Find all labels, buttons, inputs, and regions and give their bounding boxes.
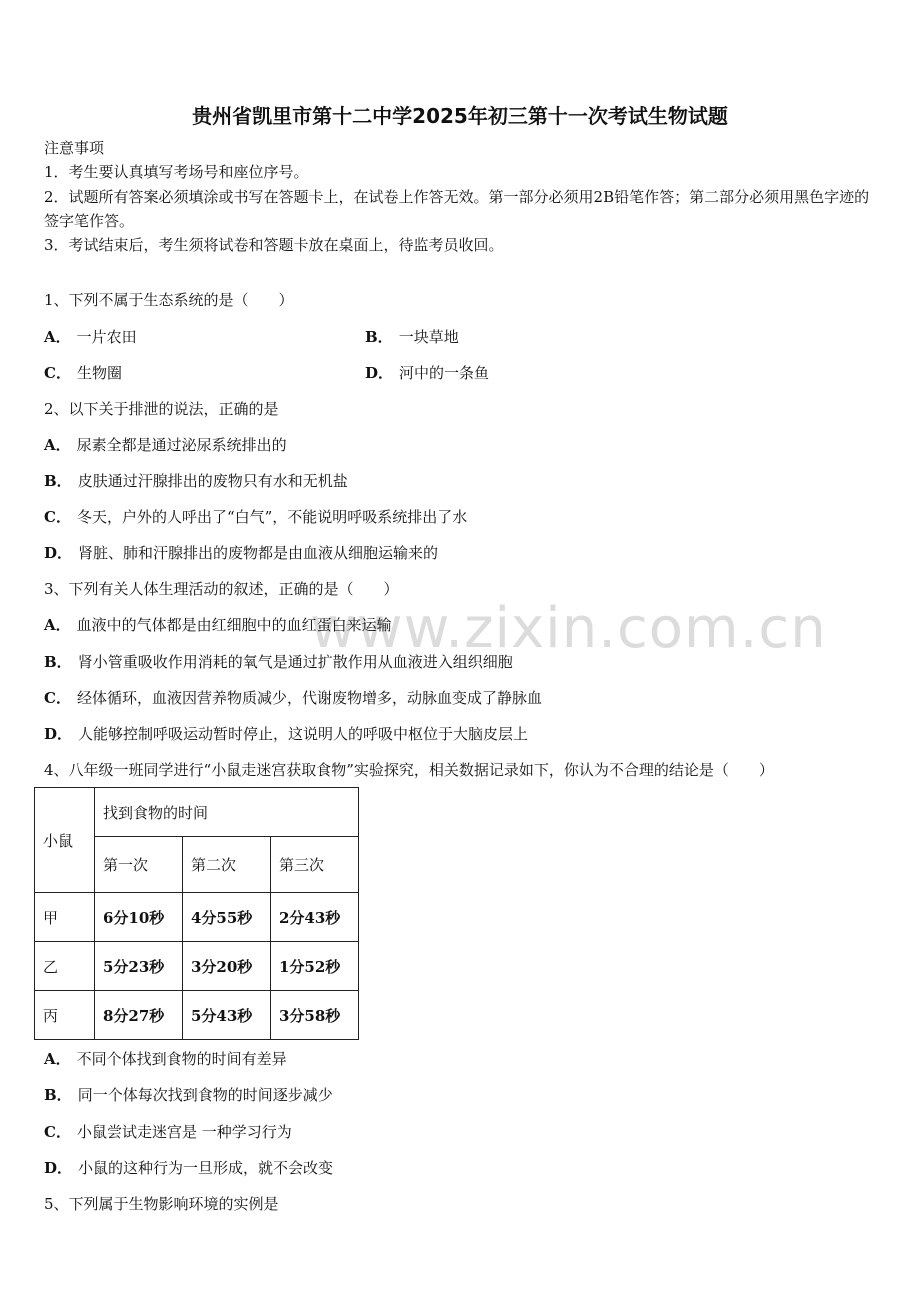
question-2-option-c: C． 冬天，户外的人呼出了“白气”，不能说明呼吸系统排出了水 bbox=[44, 508, 468, 526]
notice-item-3: 3．考试结束后，考生须将试卷和答题卡放在桌面上，待监考员收回。 bbox=[44, 236, 504, 254]
data-table bbox=[34, 787, 359, 1040]
table-row bbox=[35, 942, 359, 991]
question-4-option-a: A． 不同个体找到食物的时间有差异 bbox=[44, 1050, 287, 1068]
question-4-option-c: C． 小鼠尝试走迷宫是 一种学习行为 bbox=[44, 1123, 292, 1141]
page-title: 贵州省凯里市第十二中学2025年初三第十一次考试生物试题 bbox=[192, 104, 728, 128]
question-2-stem: 2、以下关于排泄的说法，正确的是 bbox=[44, 400, 279, 418]
question-3-stem: 3、下列有关人体生理活动的叙述，正确的是（ ） bbox=[44, 580, 399, 598]
table-cell: 5分23秒 bbox=[95, 942, 183, 991]
question-1-option-d: D． 河中的一条鱼 bbox=[365, 364, 490, 382]
table-column-header: 第三次 bbox=[271, 837, 359, 893]
question-3-option-d: D． 人能够控制呼吸运动暂时停止，这说明人的呼吸中枢位于大脑皮层上 bbox=[44, 725, 529, 743]
table-cell: 4分55秒 bbox=[183, 893, 271, 942]
table-row bbox=[35, 893, 359, 942]
table-cell-name: 乙 bbox=[35, 942, 95, 991]
table-cell: 8分27秒 bbox=[95, 991, 183, 1040]
question-2-option-d: D． 肾脏、肺和汗腺排出的废物都是由血液从细胞运输来的 bbox=[44, 544, 439, 562]
question-1-option-c: C． 生物圈 bbox=[44, 364, 122, 382]
table-cell: 5分43秒 bbox=[183, 991, 271, 1040]
question-3-option-c: C． 经体循环，血液因营养物质减少，代谢废物增多，动脉血变成了静脉血 bbox=[44, 689, 542, 707]
question-1-option-a: A． 一片农田 bbox=[44, 328, 137, 346]
table-group-header: 找到食物的时间 bbox=[95, 788, 359, 837]
table-cell: 1分52秒 bbox=[271, 942, 359, 991]
question-3-option-b: B． 肾小管重吸收作用消耗的氧气是通过扩散作用从血液进入组织细胞 bbox=[44, 653, 513, 671]
question-2-option-a: A． 尿素全都是通过泌尿系统排出的 bbox=[44, 436, 287, 454]
table-column-header: 第二次 bbox=[183, 837, 271, 893]
notice-item-1: 1．考生要认真填写考场号和座位序号。 bbox=[44, 163, 309, 181]
notice-heading: 注意事项 bbox=[44, 139, 105, 157]
table-row-header: 小鼠 bbox=[35, 788, 95, 893]
table-cell-name: 丙 bbox=[35, 991, 95, 1040]
question-5-stem: 5、下列属于生物影响环境的实例是 bbox=[44, 1195, 279, 1213]
question-2-option-b: B． 皮肤通过汗腺排出的废物只有水和无机盐 bbox=[44, 472, 348, 490]
table-cell: 2分43秒 bbox=[271, 893, 359, 942]
table-cell: 6分10秒 bbox=[95, 893, 183, 942]
question-1-option-b: B． 一块草地 bbox=[365, 328, 459, 346]
table-row bbox=[35, 991, 359, 1040]
table-cell: 3分58秒 bbox=[271, 991, 359, 1040]
question-4-option-b: B． 同一个体每次找到食物的时间逐步减少 bbox=[44, 1086, 333, 1104]
table-cell: 3分20秒 bbox=[183, 942, 271, 991]
watermark: www.zixin.com.cn bbox=[310, 596, 827, 661]
question-4-option-d: D． 小鼠的这种行为一旦形成，就不会改变 bbox=[44, 1159, 334, 1177]
table-cell-name: 甲 bbox=[35, 893, 95, 942]
question-4-stem: 4、八年级一班同学进行“小鼠走迷宫获取食物”实验探究，相关数据记录如下，你认为不合理的结论是（ ） bbox=[44, 761, 774, 779]
notice-item-2: 2．试题所有答案必须填涂或书写在答题卡上，在试卷上作答无效。第一部分必须用2B铅笔作答；第二部分必须用黑色字迹的签字笔作答。 bbox=[44, 188, 870, 230]
table-column-header: 第一次 bbox=[95, 837, 183, 893]
question-3-option-a: A． 血液中的气体都是由红细胞中的血红蛋白来运输 bbox=[44, 616, 392, 634]
question-1-stem: 1、下列不属于生态系统的是（ ） bbox=[44, 291, 294, 309]
